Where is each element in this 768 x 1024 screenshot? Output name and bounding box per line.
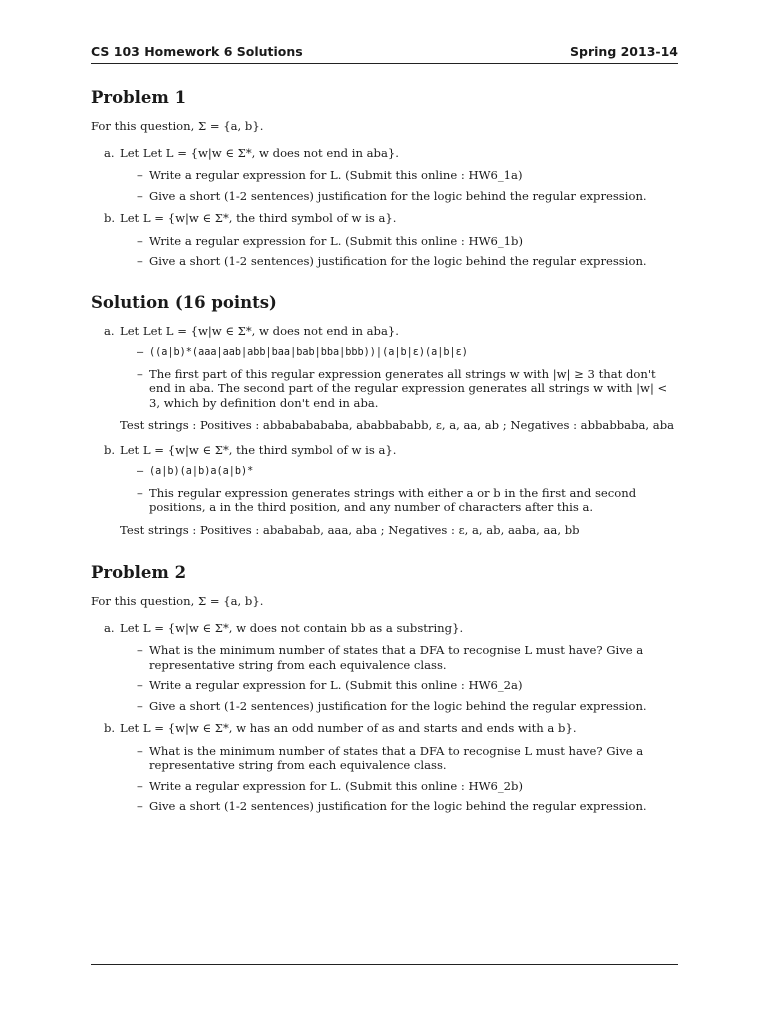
solution-title: Solution (16 points)	[91, 292, 277, 312]
problem-2b-bullet: – Write a regular expression for L. (Submit this online : HW6_2b)	[120, 779, 678, 794]
problem-1-part-b	[91, 211, 678, 269]
item-label: a.	[104, 620, 115, 635]
solution-b-test-strings: Test strings : Positives : abababab, aaa, aba ; Negatives : ε, a, ab, aaba, aa, bb	[120, 522, 580, 537]
item-label: b.	[104, 721, 116, 735]
solution-a-explanation: – The first part of this regular expression generates all strings w with |w| ≥ 3 that don't end in aba. The second part of the regular expression generates all strings w with |w| < 3, which by definition don't end in aba.	[120, 367, 678, 411]
item-label: a.	[104, 323, 115, 338]
solution-a-statement: Let Let L = {w|w ∈ Σ*, w does not end in aba}.	[120, 323, 399, 338]
problem-1-intro: For this question, Σ = {a, b}.	[91, 119, 264, 133]
problem-1-part-a	[91, 146, 678, 204]
page-content	[91, 88, 678, 822]
problem-2a-bullet: – Give a short (1-2 sentences) justification for the logic behind the regular expression.	[120, 699, 678, 714]
page-header	[91, 44, 678, 59]
problem-2-intro: For this question, Σ = {a, b}.	[91, 594, 264, 608]
item-label: b.	[104, 211, 116, 225]
solution-a-test-strings: Test strings : Positives : abbababababa, ababbababb, ε, a, aa, ab ; Negatives : abbabbaba, aba	[120, 418, 675, 432]
solution-part-b	[91, 443, 678, 515]
solution-a-regex: – ((a|b)*(aaa|aab|abb|baa|bab|bba|bbb))|(a|b|ε)(a|b|ε)	[120, 346, 678, 361]
header-term: Spring 2013-14	[570, 44, 678, 59]
solution-part-a	[91, 324, 678, 411]
problem-2b-bullet: – Give a short (1-2 sentences) justification for the logic behind the regular expression.	[120, 799, 678, 814]
solution-b-explanation: – This regular expression generates strings with either a or b in the first and second positions, a in the third position, and any number of characters after this a.	[120, 486, 678, 515]
problem-1a-statement: Let Let L = {w|w ∈ Σ*, w does not end in aba}.	[120, 145, 399, 160]
header-course-title: CS 103 Homework 6 Solutions	[91, 44, 303, 59]
solution-b-regex: – (a|b)(a|b)a(a|b)*	[120, 465, 678, 480]
problem-2b-statement: Let L = {w|w ∈ Σ*, w has an odd number of as and starts and ends with a b}.	[120, 721, 577, 735]
header-rule	[91, 63, 678, 64]
problem-1b-statement: Let L = {w|w ∈ Σ*, the third symbol of w is a}.	[120, 211, 397, 225]
problem-1b-bullet: – Give a short (1-2 sentences) justification for the logic behind the regular expression.	[120, 254, 678, 269]
item-label: a.	[104, 145, 115, 160]
problem-2-part-a	[91, 621, 678, 714]
item-label: b.	[104, 442, 116, 457]
problem-2a-bullet: – What is the minimum number of states that a DFA to recognise L must have? Give a representative string from each equivalence class.	[120, 643, 678, 672]
problem-2a-bullet: – Write a regular expression for L. (Submit this online : HW6_2a)	[120, 678, 678, 693]
problem-2-part-b	[91, 721, 678, 814]
problem-2a-statement: Let L = {w|w ∈ Σ*, w does not contain bb as a substring}.	[120, 620, 464, 635]
problem-2b-bullet: – What is the minimum number of states that a DFA to recognise L must have? Give a representative string from each equivalence class.	[120, 744, 678, 773]
solution-b-statement: Let L = {w|w ∈ Σ*, the third symbol of w is a}.	[120, 442, 397, 457]
footer-rule	[91, 964, 678, 965]
problem-1a-bullet: – Give a short (1-2 sentences) justification for the logic behind the regular expression.	[120, 189, 678, 204]
problem-1a-bullet: – Write a regular expression for L. (Submit this online : HW6_1a)	[120, 168, 678, 183]
problem-1b-bullet: – Write a regular expression for L. (Submit this online : HW6_1b)	[120, 234, 678, 249]
problem-1-title: Problem 1	[91, 88, 187, 107]
problem-2-title: Problem 2	[91, 563, 187, 582]
